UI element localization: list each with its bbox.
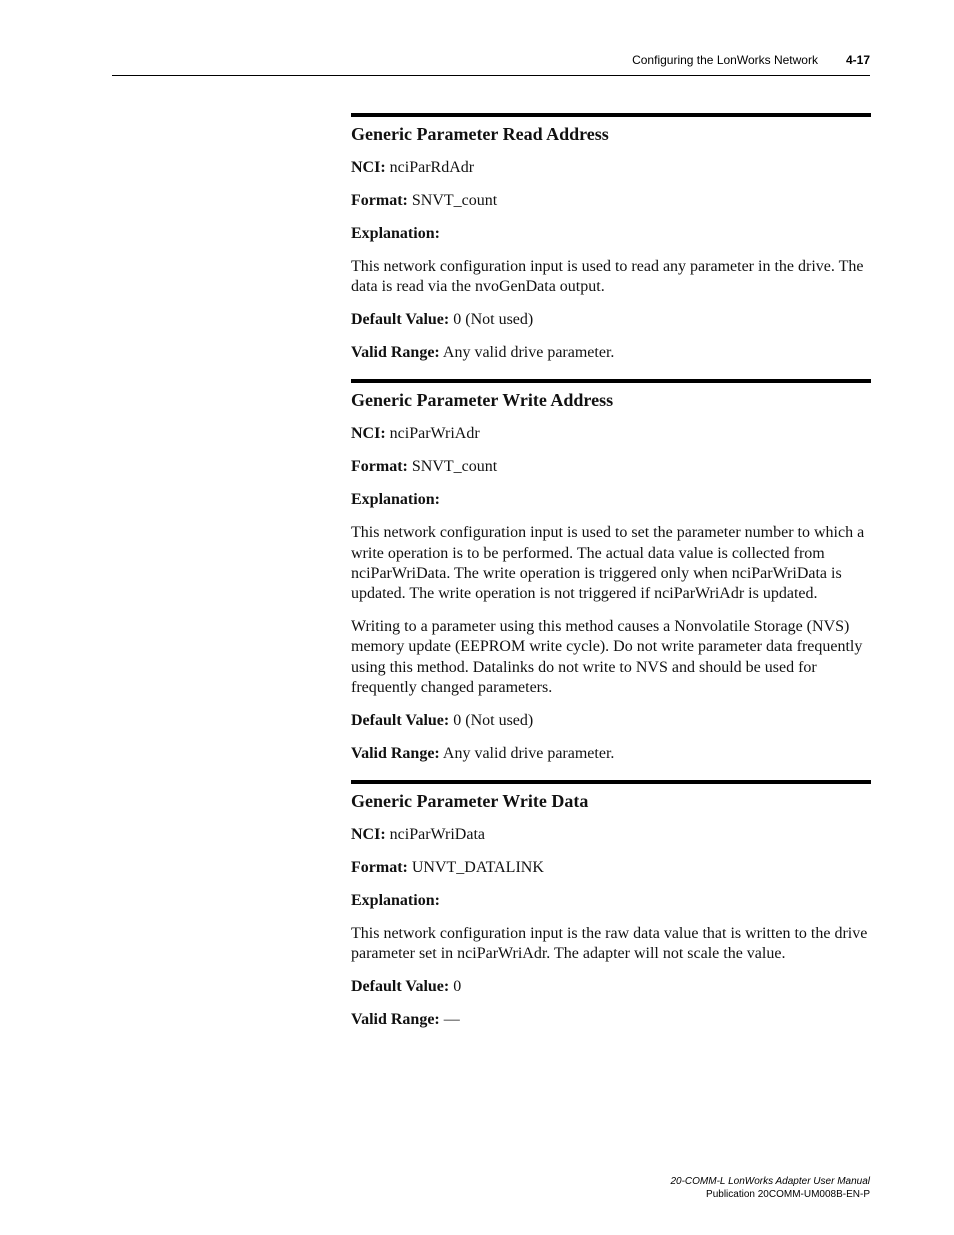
nci-field: [351, 424, 871, 444]
range-label: Valid Range:: [351, 745, 440, 763]
format-field: [351, 457, 871, 477]
publication-number: Publication 20COMM-UM008B-EN-P: [706, 1189, 870, 1200]
default-value: 0: [453, 978, 462, 996]
default-field: [351, 977, 871, 997]
manual-title: 20-COMM-L LonWorks Adapter User Manual: [670, 1176, 870, 1187]
nci-value: nciParWriAdr: [389, 425, 480, 443]
nci-field: [351, 825, 871, 845]
range-label: Valid Range:: [351, 1011, 440, 1029]
section-title: Generic Parameter Write Address: [351, 390, 614, 411]
default-field: [351, 310, 871, 330]
format-field: [351, 858, 871, 878]
page-content: [351, 113, 871, 1030]
format-value: SNVT_count: [411, 192, 498, 209]
section-title: Generic Parameter Write Data: [351, 791, 589, 812]
range-value: Any valid drive parameter.: [442, 344, 615, 362]
default-label: Default Value:: [351, 978, 450, 996]
header-rule: [112, 75, 870, 76]
explanation-paragraph: This network configuration input is used to set the parameter number to which a write operation is to be performed. The actual data value is collected from nciParWriData. The write operation is triggered only when nciParWriData is updated. The write operation is not triggered if nciParWriAdr is updated.: [351, 524, 865, 603]
running-head: [632, 53, 870, 67]
range-field: [351, 343, 871, 363]
default-label: Default Value:: [351, 311, 450, 329]
format-value: UNVT_DATALINK: [411, 859, 544, 877]
page-number: 4-17: [845, 53, 870, 67]
format-label: Format:: [351, 192, 408, 209]
range-label: Valid Range:: [351, 344, 440, 362]
default-value: 0 (Not used): [453, 311, 534, 329]
explanation-label: Explanation:: [351, 892, 440, 910]
page-footer: [670, 1175, 870, 1201]
section-rule: [351, 780, 871, 784]
range-field: [351, 1010, 871, 1030]
range-value: —: [443, 1011, 460, 1029]
section-title: Generic Parameter Read Address: [351, 124, 609, 144]
nci-value: nciParRdAdr: [389, 159, 475, 176]
chapter-title: Configuring the LonWorks Network: [632, 53, 818, 67]
explanation-paragraph: Writing to a parameter using this method causes a Nonvolatile Storage (NVS) memory update (EEPROM write cycle). Do not write parameter data frequently using this method. Datalinks do not write to NVS and should be used for frequently changed parameters.: [351, 618, 863, 696]
explanation-paragraph: This network configuration input is used to read any parameter in the drive. The data is read via the nvoGenData output.: [351, 258, 864, 296]
section-write-data: [351, 780, 871, 1030]
explanation-field: [351, 490, 871, 510]
nci-value: nciParWriData: [389, 826, 485, 844]
default-label: Default Value:: [351, 712, 450, 730]
section-rule: [351, 379, 871, 383]
section-read-address: [351, 113, 871, 363]
explanation-paragraph: This network configuration input is the raw data value that is written to the drive parameter set in nciParWriAdr. The adapter will not scale the value.: [351, 925, 868, 963]
range-field: [351, 744, 871, 764]
nci-field: [351, 158, 871, 178]
explanation-label: Explanation:: [351, 491, 440, 509]
default-field: [351, 711, 871, 731]
nci-label: NCI:: [351, 425, 386, 443]
section-write-address: [351, 379, 871, 764]
default-value: 0 (Not used): [453, 712, 534, 730]
format-label: Format:: [351, 458, 408, 476]
nci-label: NCI:: [351, 159, 386, 176]
nci-label: NCI:: [351, 826, 386, 844]
format-field: [351, 191, 871, 211]
explanation-field: [351, 891, 871, 911]
explanation-field: [351, 224, 871, 244]
format-value: SNVT_count: [411, 458, 498, 476]
format-label: Format:: [351, 859, 408, 877]
range-value: Any valid drive parameter.: [442, 745, 615, 763]
section-rule: [351, 113, 871, 117]
explanation-label: Explanation:: [351, 225, 440, 242]
